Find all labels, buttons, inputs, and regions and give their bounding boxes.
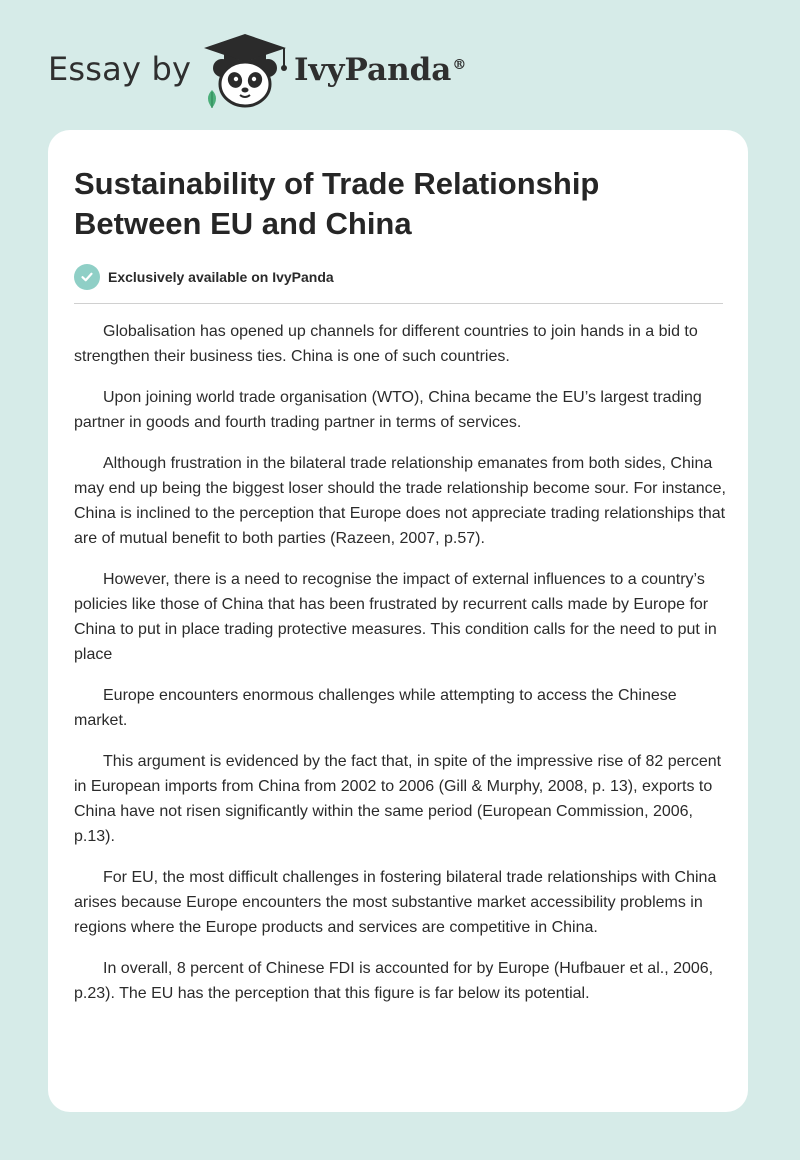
paragraph: For EU, the most difficult challenges in fostering bilateral trade relationships with China arises because Europe encounters the most substantive market accessibility problems in regions where the Europe products and services are competitive in China. — [74, 869, 717, 936]
exclusive-badge — [74, 264, 334, 290]
paragraph: In overall, 8 percent of Chinese FDI is accounted for by Europe (Hufbauer et al., 2006, p.23). The EU has the perception that this figure is far below its potential. — [74, 960, 714, 1002]
article-card — [48, 130, 748, 1112]
paragraph: Globalisation has opened up channels for different countries to join hands in a bid to strengthen their business ties. China is one of such countries. — [74, 323, 698, 365]
paragraph: Although frustration in the bilateral trade relationship emanates from both sides, China may end up being the biggest loser should the trade relationship become sour. For instance, China is inclined to the perception that Europe does not appreciate trading relationships that are of mutual benefit to both parties (Razeen, 2007, p.57). — [74, 455, 726, 547]
check-circle-icon — [74, 264, 100, 290]
essay-by-label: Essay by — [48, 50, 192, 88]
paragraph: This argument is evidenced by the fact that, in spite of the impressive rise of 82 percent in European imports from China from 2002 to 2006 (Gill & Murphy, 2008, p. 13), exports to China have not risen significantly within the same period (European Commission, 2006, p.13). — [74, 753, 722, 845]
paragraph: However, there is a need to recognise the impact of external influences to a country’s policies like those of China that has been frustrated by recurrent calls made by Europe for China to put in place trading protective measures. This condition calls for the need to put in place — [74, 571, 717, 663]
paragraph: Upon joining world trade organisation (WTO), China became the EU’s largest trading partner in goods and fourth trading partner in terms of services. — [74, 389, 702, 431]
site-header — [0, 0, 800, 128]
article-body — [74, 319, 726, 1022]
paragraph: Europe encounters enormous challenges while attempting to access the Chinese market. — [74, 687, 677, 729]
article-title: Sustainability of Trade Relationship Between EU and China — [74, 166, 600, 241]
divider — [74, 303, 723, 304]
brand-name[interactable] — [294, 52, 466, 88]
brand-text: IvyPanda — [294, 52, 452, 88]
registered-mark: ® — [452, 56, 467, 73]
panda-logo-icon[interactable] — [200, 32, 290, 110]
exclusive-badge-label: Exclusively available on IvyPanda — [108, 269, 334, 285]
